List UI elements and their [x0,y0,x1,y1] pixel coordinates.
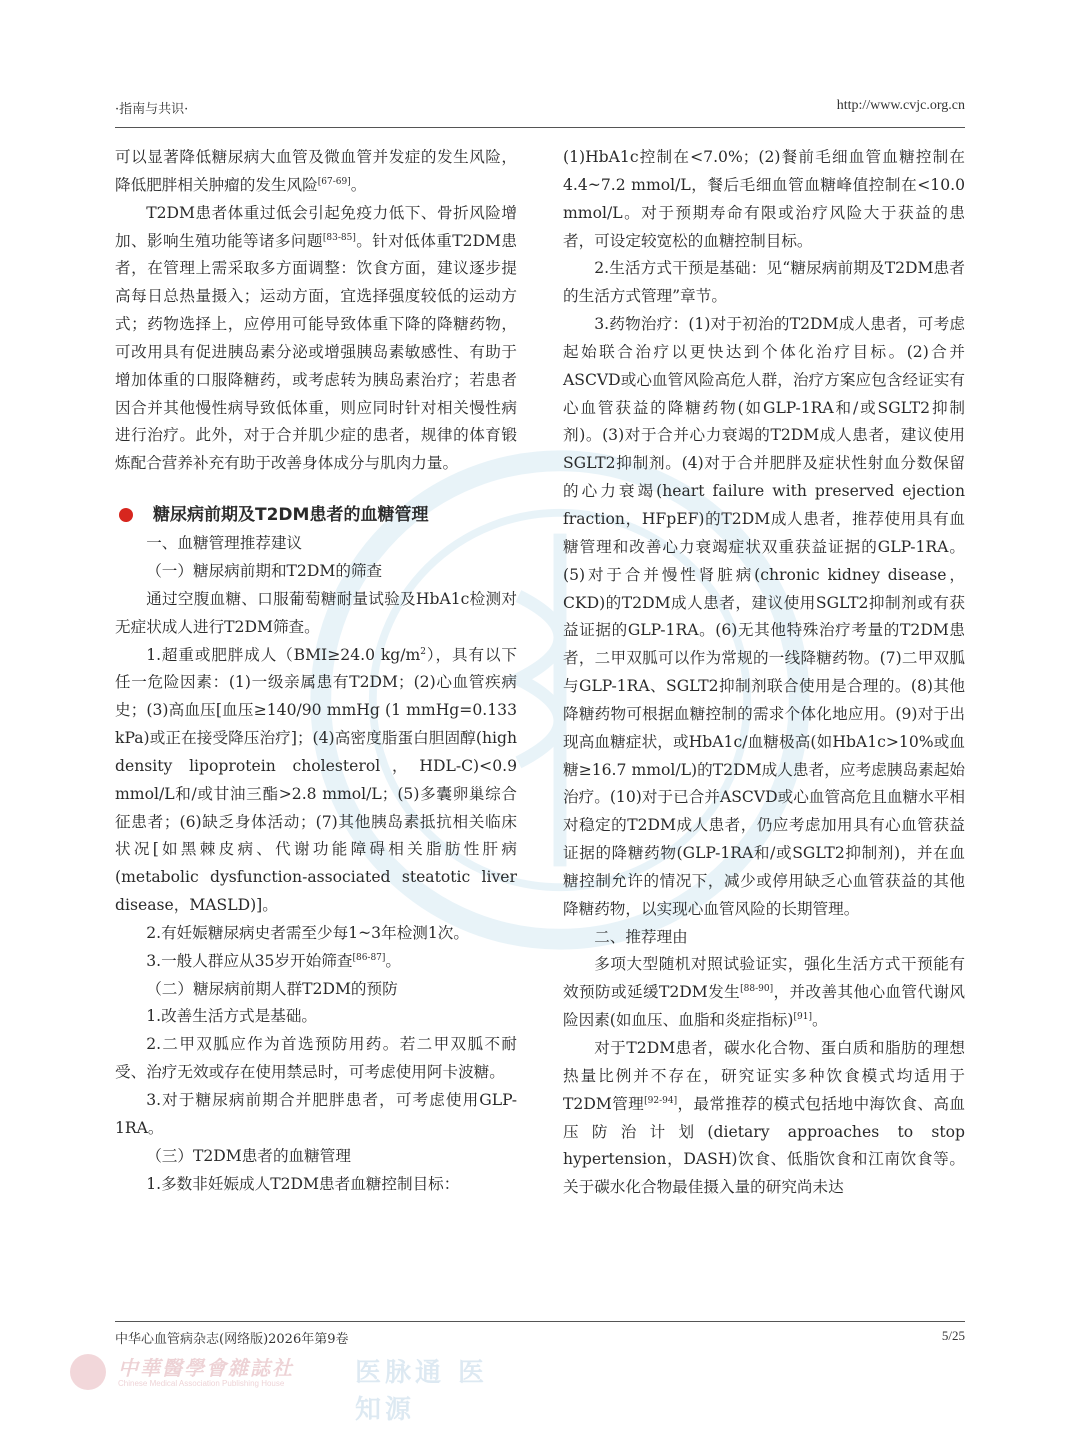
paragraph: 多项大型随机对照试验证实，强化生活方式干预能有效预防或延缓T2DM发生[88-90]，并改善其他心血管代谢风险因素(如血压、血脂和炎症指标)[91]。 [563,955,965,1030]
publisher-brand [70,1352,490,1425]
subheading: 二、推荐理由 [594,927,688,946]
paragraph: 1.超重或肥胖成人（BMI≥24.0 $kg/m^2$），具有以下任一危险因素：(1)一级亲属患有T2DM；(2)心血管疾病史；(3)高血压[血压≥140/90 mmHg (1 mmHg=0.133 kPa)或正在接受降压治疗]；(4)高密度脂蛋白胆固醇(high density lipoprotein cholesterol，HDL-C)<0.9 mmol/L和/或甘油三酯>2.8 mmol/L；(5)多囊卵巢综合征患者；(6)缺乏身体活动；(7)其他胰岛素抵抗相关临床状况[如黑棘皮病、代谢功能障碍相关脂肪性肝病(metabolic dysfunction-associated steatotic liver disease，MASLD)]。 [115,645,517,915]
paragraph: 2.生活方式干预是基础：见“糖尿病前期及T2DM患者的生活方式管理”章节。 [563,259,965,306]
subheading: （二）糖尿病前期人群T2DM的预防 [146,979,398,998]
publisher-logo-icon [70,1354,106,1390]
subheading: （三）T2DM患者的血糖管理 [146,1146,351,1165]
paragraph: T2DM患者体重过低会引起免疫力低下、骨折风险增加、影响生殖功能等诸多问题[83-85]。针对低体重T2DM患者，在管理上需采取多方面调整：饮食方面，建议逐步提高每日总热量摄入；运动方面，宜选择强度较低的运动方式；药物选择上，应停用可能导致体重下降的降糖药物，可改用具有促进胰岛素分泌或增强胰岛素敏感性、有助于增加体重的口服降糖药，或考虑转为胰岛素治疗；若患者因合并其他慢性病导致低体重，则应同时针对相关慢性病进行治疗。此外，对于合并肌少症的患者，规律的体育锻炼配合营养补充有助于改善身体成分与肌肉力量。 [115,203,517,473]
section-label: ·指南与共识· [115,102,189,117]
section-heading: 糖尿病前期及T2DM患者的血糖管理 [115,500,517,530]
paragraph: 3.药物治疗：(1)对于初治的T2DM成人患者，可考虑起始联合治疗以更快达到个体化治疗目标。(2)合并ASCVD或心血管风险高危人群，治疗方案应包含经证实有心血管获益的降糖药物(如GLP-1RA和/或SGLT2抑制剂)。(3)对于合并心力衰竭的T2DM成人患者，建议使用SGLT2抑制剂。(4)对于合并肥胖及症状性射血分数保留的心力衰竭(heart failure with preserved ejection fraction，HFpEF)的T2DM成人患者，推荐使用具有血糖管理和改善心力衰竭症状双重获益证据的GLP-1RA。(5)对于合并慢性肾脏病(chronic kidney disease，CKD)的T2DM成人患者，建议使用SGLT2抑制剂或有获益证据的GLP-1RA。(6)无其他特殊治疗考量的T2DM患者，二甲双胍可以作为常规的一线降糖药物。(7)二甲双胍与GLP-1RA、SGLT2抑制剂联合使用是合理的。(8)其他降糖药物可根据血糖控制的需求个体化地应用。(9)对于出现高血糖症状，或HbA1c/血糖极高(如HbA1c>10%或血糖≥16.7 mmol/L)的T2DM成人患者，应考虑胰岛素起始治疗。(10)对于已合并ASCVD或心血管高危且血糖水平相对稳定的T2DM成人患者，仍应考虑加用具有心血管获益证据的降糖药物(GLP-1RA和/或SGLT2抑制剂)，并在血糖控制允许的情况下，减少或停用缺乏心血管获益的其他降糖药物，以实现心血管风险的长期管理。 [563,315,965,918]
subheading: （一）糖尿病前期和T2DM的筛查 [146,561,383,580]
paragraph: 3.一般人群应从35岁开始筛查[86-87]。 [146,951,402,970]
left-column [115,144,517,1198]
header-rule [115,127,965,128]
citation[interactable]: [91] [793,1012,812,1023]
publisher-name-cn: 中華醫學會雜誌社 [118,1356,294,1380]
page-header [115,98,965,120]
bullet-dot-icon [119,508,133,522]
paragraph: 通过空腹血糖、口服葡萄糖耐量试验及HbA1c检测对无症状成人进行T2DM筛查。 [115,589,517,636]
paragraph: 2.有妊娠糖尿病史者需至少每1~3年检测1次。 [146,923,469,942]
subheading: 一、血糖管理推荐建议 [146,534,303,553]
journal-citation: 中华心血管病杂志(网络版)2026年第9卷 [115,1332,349,1347]
platform-logo: 医脉通 医知源 [355,1358,489,1425]
citation[interactable]: [67-69] [317,176,351,187]
citation[interactable]: [83-85] [322,232,356,243]
paragraph: 可以显著降低糖尿病大血管及微血管并发症的发生风险，降低肥胖相关肿瘤的发生风险[67-69]。 [115,148,517,194]
paragraph: (1)HbA1c控制在<7.0%；(2)餐前毛细血管血糖控制在4.4~7.2 mmol/L，餐后毛细血管血糖峰值控制在<10.0 mmol/L。对于预期寿命有限或治疗风险大于获益的患者，可设定较宽松的血糖控制目标。 [563,148,965,250]
page-footer [115,1328,965,1347]
publisher-name-en: Chinese Medical Association Publishing House [118,1379,285,1388]
citation[interactable]: [92-94] [644,1095,678,1106]
page-number: 5/25 [941,1328,965,1343]
paragraph: 3.对于糖尿病前期合并肥胖患者，可考虑使用GLP-1RA。 [115,1091,517,1137]
right-column [563,144,965,1202]
paragraph: 1.改善生活方式是基础。 [146,1007,318,1026]
paragraph: 对于T2DM患者，碳水化合物、蛋白质和脂肪的理想热量比例并不存在，研究证实多种饮食模式均适用于T2DM管理[92-94]，最常推荐的模式包括地中海饮食、高血压防治计划(dietary approaches to stop hypertension，DASH)饮食、低脂饮食和江南饮食等。关于碳水化合物最佳摄入量的研究尚未达 [563,1039,965,1197]
paragraph: 2.二甲双胍应作为首选预防用药。若二甲双胍不耐受、治疗无效或存在使用禁忌时，可考虑使用阿卡波糖。 [115,1035,517,1082]
citation[interactable]: [86-87] [352,952,386,963]
paragraph: 1.多数非妊娠成人T2DM患者血糖控制目标： [146,1174,460,1193]
citation[interactable]: [88-90] [740,984,774,995]
journal-url[interactable]: http://www.cvjc.org.cn [836,98,965,113]
footer-rule [115,1321,965,1322]
